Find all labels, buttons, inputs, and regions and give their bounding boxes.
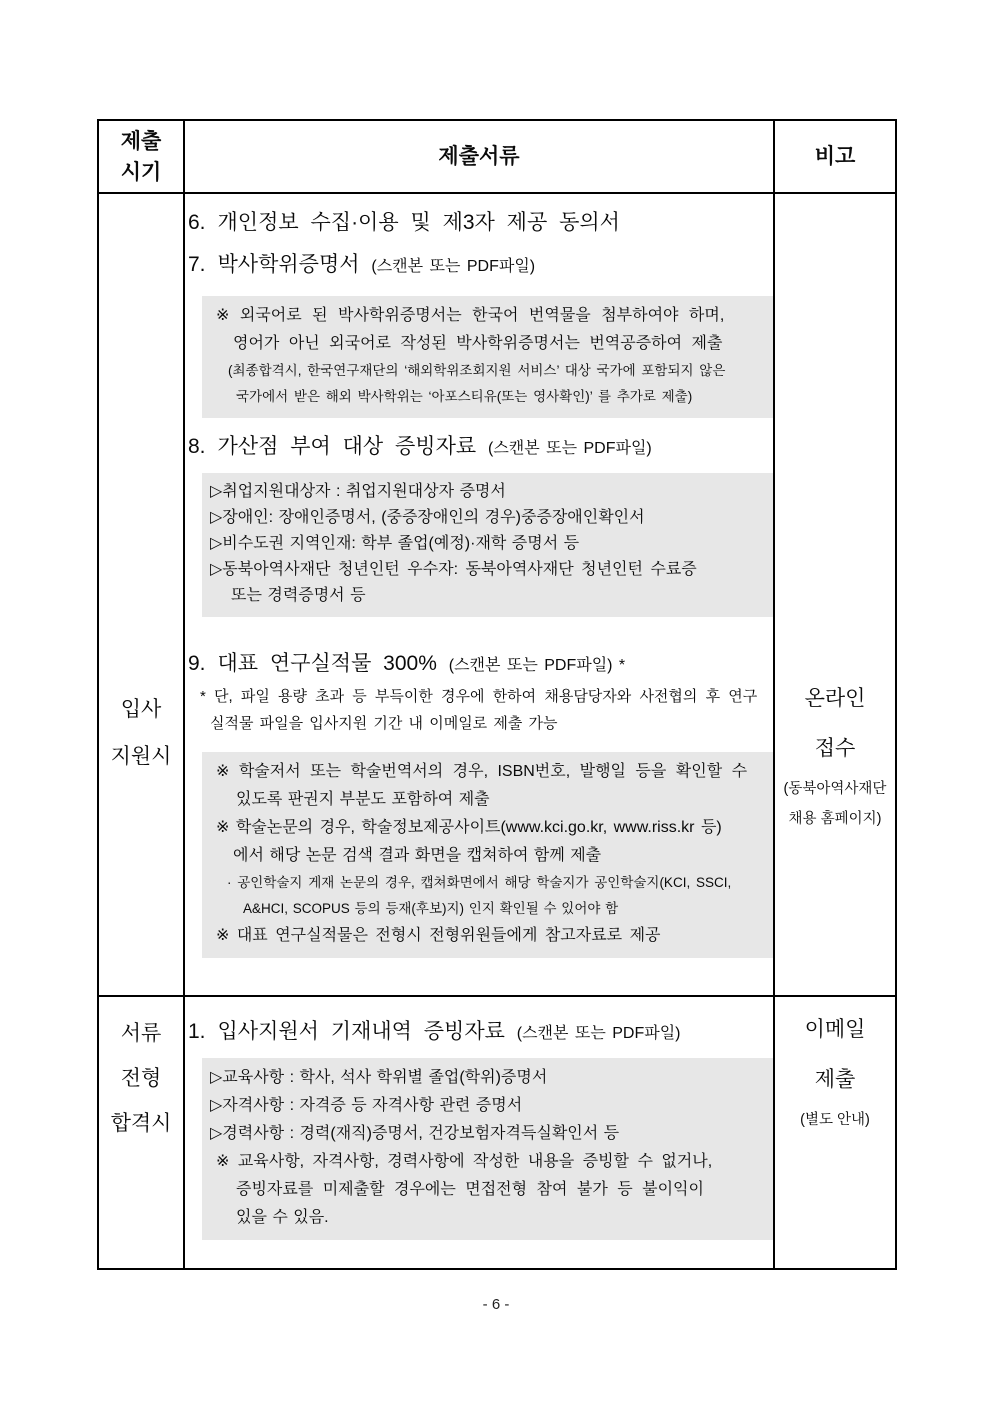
remark-label — [775, 194, 895, 834]
header-cell-time — [99, 121, 185, 194]
note-line: ※ 교육사항, 자격사항, 경력사항에 작성한 내용을 증빙할 수 없거나, — [216, 1153, 713, 1170]
item-title: 대표 연구실적물 300% — [217, 652, 437, 675]
note-box — [202, 296, 774, 418]
header-time-line: 제출 — [120, 129, 162, 153]
note-line: ▷장애인: 장애인증명서, (중증장애인의 경우)중증장애인확인서 — [210, 509, 645, 526]
time-label — [99, 997, 183, 1146]
note-line: 에서 해당 논문 검색 결과 화면을 캡쳐하여 함께 제출 — [233, 847, 602, 864]
item-number: 1. — [188, 1020, 206, 1043]
note-box — [202, 473, 774, 617]
remark-line: 온라인 — [804, 687, 866, 710]
row-docs-cell — [185, 997, 775, 1268]
item-subnote: (스캔본 또는 PDF파일) — [488, 440, 652, 457]
time-label — [99, 194, 183, 780]
doc-item — [188, 432, 773, 464]
header-docs-label: 제출서류 — [438, 145, 520, 168]
remark-line: (별도 안내) — [800, 1112, 870, 1128]
remark-line: 채용 홈페이지) — [788, 811, 882, 827]
doc-item — [188, 208, 773, 238]
note-line: 국가에서 받은 해외 박사학위는 ‘아포스티유(또는 영사확인)’ 를 추가로 제출) — [236, 389, 693, 404]
footnote — [188, 683, 773, 737]
header-cell-docs — [185, 121, 775, 194]
note-box — [202, 1058, 774, 1240]
item-number: 9. — [188, 652, 206, 675]
note-line: ※ 대표 연구실적물은 전형시 전형위원들에게 참고자료로 제공 — [216, 927, 661, 944]
item-subnote: (스캔본 또는 PDF파일) * — [448, 657, 626, 674]
time-label-line: 입사 — [120, 698, 162, 721]
time-label-line: 지원시 — [110, 745, 172, 768]
note-line: ▷경력사항 : 경력(재직)증명서, 건강보험자격득실확인서 등 — [210, 1125, 620, 1142]
note-line: 있도록 판권지 부분도 포함하여 제출 — [236, 791, 490, 808]
note-line: 실적물 파일을 입사지원 기간 내 이메일로 제출 가능 — [210, 715, 558, 732]
doc-item — [188, 1017, 773, 1049]
submission-documents-table — [97, 119, 897, 1270]
header-cell-remark — [775, 121, 895, 194]
remark-line: (동북아역사재단 — [783, 781, 887, 797]
row-docs-cell — [185, 194, 775, 997]
item-title: 가산점 부여 대상 증빙자료 — [217, 435, 477, 458]
note-line: 있을 수 있음. — [236, 1209, 329, 1226]
header-time-line: 시기 — [120, 160, 162, 184]
item-title: 입사지원서 기재내역 증빙자료 — [217, 1020, 505, 1043]
note-line: A&HCI, SCOPUS 등의 등재(후보)지) 인지 확인될 수 있어야 함 — [243, 901, 619, 916]
note-line: ▷자격사항 : 자격증 등 자격사항 관련 증명서 — [210, 1097, 523, 1114]
item-title: 박사학위증명서 — [217, 253, 360, 276]
note-line: (최종합격시, 한국연구재단의 ‘해외학위조회지원 서비스’ 대상 국가에 포함되지 않은 — [228, 363, 726, 378]
note-line: ※ 학술저서 또는 학술번역서의 경우, ISBN번호, 발행일 등을 확인할 수 — [216, 763, 748, 780]
remark-label — [775, 997, 895, 1135]
note-line: ▷비수도권 지역인재: 학부 졸업(예정)·재학 증명서 등 — [210, 535, 580, 552]
note-line: ※ 학술논문의 경우, 학술정보제공사이트(www.kci.go.kr, www.riss.kr 등) — [216, 819, 722, 836]
item-subnote: (스캔본 또는 PDF파일) — [371, 258, 536, 275]
doc-item — [188, 250, 773, 282]
header-remark-label: 비고 — [814, 145, 856, 168]
note-line: * 단, 파일 용량 초과 등 부득이한 경우에 한하여 채용담당자와 사전협의 후 연구 — [200, 688, 758, 705]
item-subnote: (스캔본 또는 PDF파일) — [516, 1025, 681, 1042]
note-line: ▷동북아역사재단 청년인턴 우수자: 동북아역사재단 청년인턴 수료증 — [210, 561, 697, 578]
note-line: · 공인학술지 게재 논문의 경우, 캡쳐화면에서 해당 학술지가 공인학술지(KCI, SSCI, — [227, 875, 732, 890]
time-label-line: 합격시 — [110, 1112, 172, 1135]
note-line: 증빙자료를 미제출할 경우에는 면접전형 참여 불가 등 불이익이 — [236, 1181, 704, 1198]
remark-line: 이메일 — [804, 1018, 866, 1041]
item-title: 개인정보 수집·이용 및 제3자 제공 동의서 — [217, 211, 620, 234]
doc-item — [188, 649, 773, 681]
note-box — [202, 752, 774, 958]
remark-line: 제출 — [814, 1068, 856, 1091]
note-line: ▷취업지원대상자 : 취업지원대상자 증명서 — [210, 483, 506, 500]
item-number: 7. — [188, 253, 206, 276]
page-number: - 6 - — [482, 1296, 510, 1313]
remark-line: 접수 — [814, 737, 856, 760]
row-time-cell — [99, 194, 185, 997]
item-number: 6. — [188, 211, 206, 234]
row-remark-cell — [775, 997, 895, 1268]
note-line: ▷교육사항 : 학사, 석사 학위별 졸업(학위)증명서 — [210, 1069, 548, 1086]
note-line: ※ 외국어로 된 박사학위증명서는 한국어 번역물을 첨부하여야 하며, — [216, 307, 725, 324]
note-line: 또는 경력증명서 등 — [231, 587, 366, 604]
item-number: 8. — [188, 435, 206, 458]
row-time-cell — [99, 997, 185, 1268]
note-line: 영어가 아닌 외국어로 작성된 박사학위증명서는 번역공증하여 제출 — [233, 335, 723, 352]
time-label-line: 서류 — [120, 1022, 162, 1045]
time-label-line: 전형 — [120, 1067, 162, 1090]
row-remark-cell — [775, 194, 895, 997]
